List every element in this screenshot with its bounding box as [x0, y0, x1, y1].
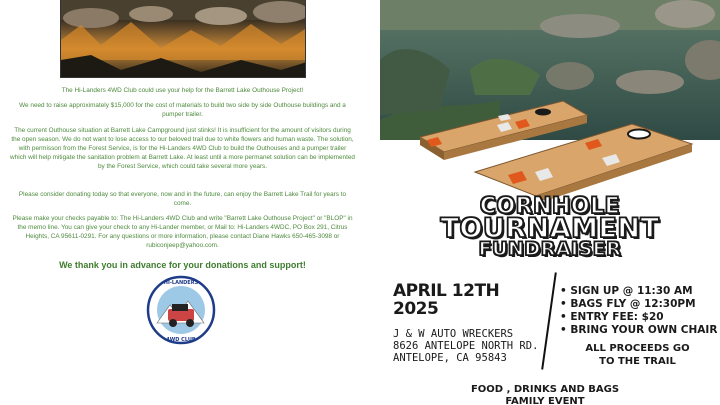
event-details-list	[560, 285, 717, 337]
detail-sign-up: • SIGN UP @ 11:30 AM	[560, 285, 717, 298]
detail-entry-fee: • ENTRY FEE: $20	[560, 311, 717, 324]
proceeds-line-2: TO THE TRAIL	[599, 355, 676, 367]
date-year: 2025	[393, 299, 439, 319]
title-cornhole: CORNHOLE	[479, 194, 621, 219]
food-line-2: FAMILY EVENT	[505, 396, 585, 405]
date-day: APRIL 12TH	[393, 281, 500, 301]
thanks-line: We thank you in advance for your donations and support!	[59, 260, 306, 270]
checks-paragraph: Please make your checks payable to: The Hi-Landers 4WD Club and write "Barrett Lake Outhouse Project" or "BLOP" in the memo line. You can give your check to any Hi-Lander member, or Mail to: Hi-Landers 4WDC, PO Box 291, Citrus Heights, CA 95611-0291. For any questions or more information, please contact Diane Hawks 650-465-3098 or rubiconjeep@yahoo.com.	[12, 215, 353, 249]
divider-line	[541, 272, 557, 369]
title-fundraiser: FUNDRAISER	[478, 238, 622, 260]
goal-paragraph: We need to raise approximately $15,000 for the cost of materials to build two side by side Outhouse buildings and a pumper trailer.	[19, 102, 346, 118]
cornhole-lake-scene	[380, 0, 720, 200]
svg-text:4WD CLUB: 4WD CLUB	[166, 337, 196, 343]
food-line-1: FOOD , DRINKS AND BAGS	[470, 384, 620, 395]
address-line-2: 8626 ANTELOPE NORTH RD.	[393, 340, 539, 352]
event-date	[393, 282, 499, 318]
event-address	[393, 328, 538, 364]
hi-landers-club-logo	[142, 275, 220, 345]
address-line-3: ANTELOPE, CA 95843	[393, 352, 507, 364]
title-tournament: TOURNAMENT	[440, 213, 660, 244]
situation-paragraph: The current Outhouse situation at Barrett Lake Campground just stinks! It is insufficient for the amount of visitors during the open season. We do not want to lose access to our beloved trail due to white flowers and human waste. The solution, with permisson from the Forest Service, is for the Hi-Landers 4WD Club to build the Outhouses and a pumper trailer which will help mitigate the sanitation problem at Barrett Lake. At least until a more permanet solution can be implemented by the Forest Service, which could take several more years.	[10, 127, 355, 170]
intro-paragraph: The Hi-Landers 4WD Club could use your help for the Barrett Lake Outhouse Project!	[61, 87, 304, 94]
proceeds-note	[570, 343, 705, 368]
proceeds-line-1: ALL PROCEEDS GO	[585, 343, 690, 354]
svg-text:HI-LANDERS: HI-LANDERS	[163, 280, 199, 286]
lake-sunset-photo	[60, 0, 306, 78]
detail-bring-chair: • BRING YOUR OWN CHAIR	[560, 324, 717, 337]
detail-bags-fly: • BAGS FLY @ 12:30PM	[560, 298, 717, 311]
cornhole-flyer	[380, 0, 720, 405]
donate-paragraph: Please consider donating today so that everyone, now and in the future, can enjoy the Barrett Lake Trail for years to come.	[18, 191, 347, 207]
address-line-1: J & W AUTO WRECKERS	[393, 328, 514, 340]
food-note	[450, 384, 640, 405]
